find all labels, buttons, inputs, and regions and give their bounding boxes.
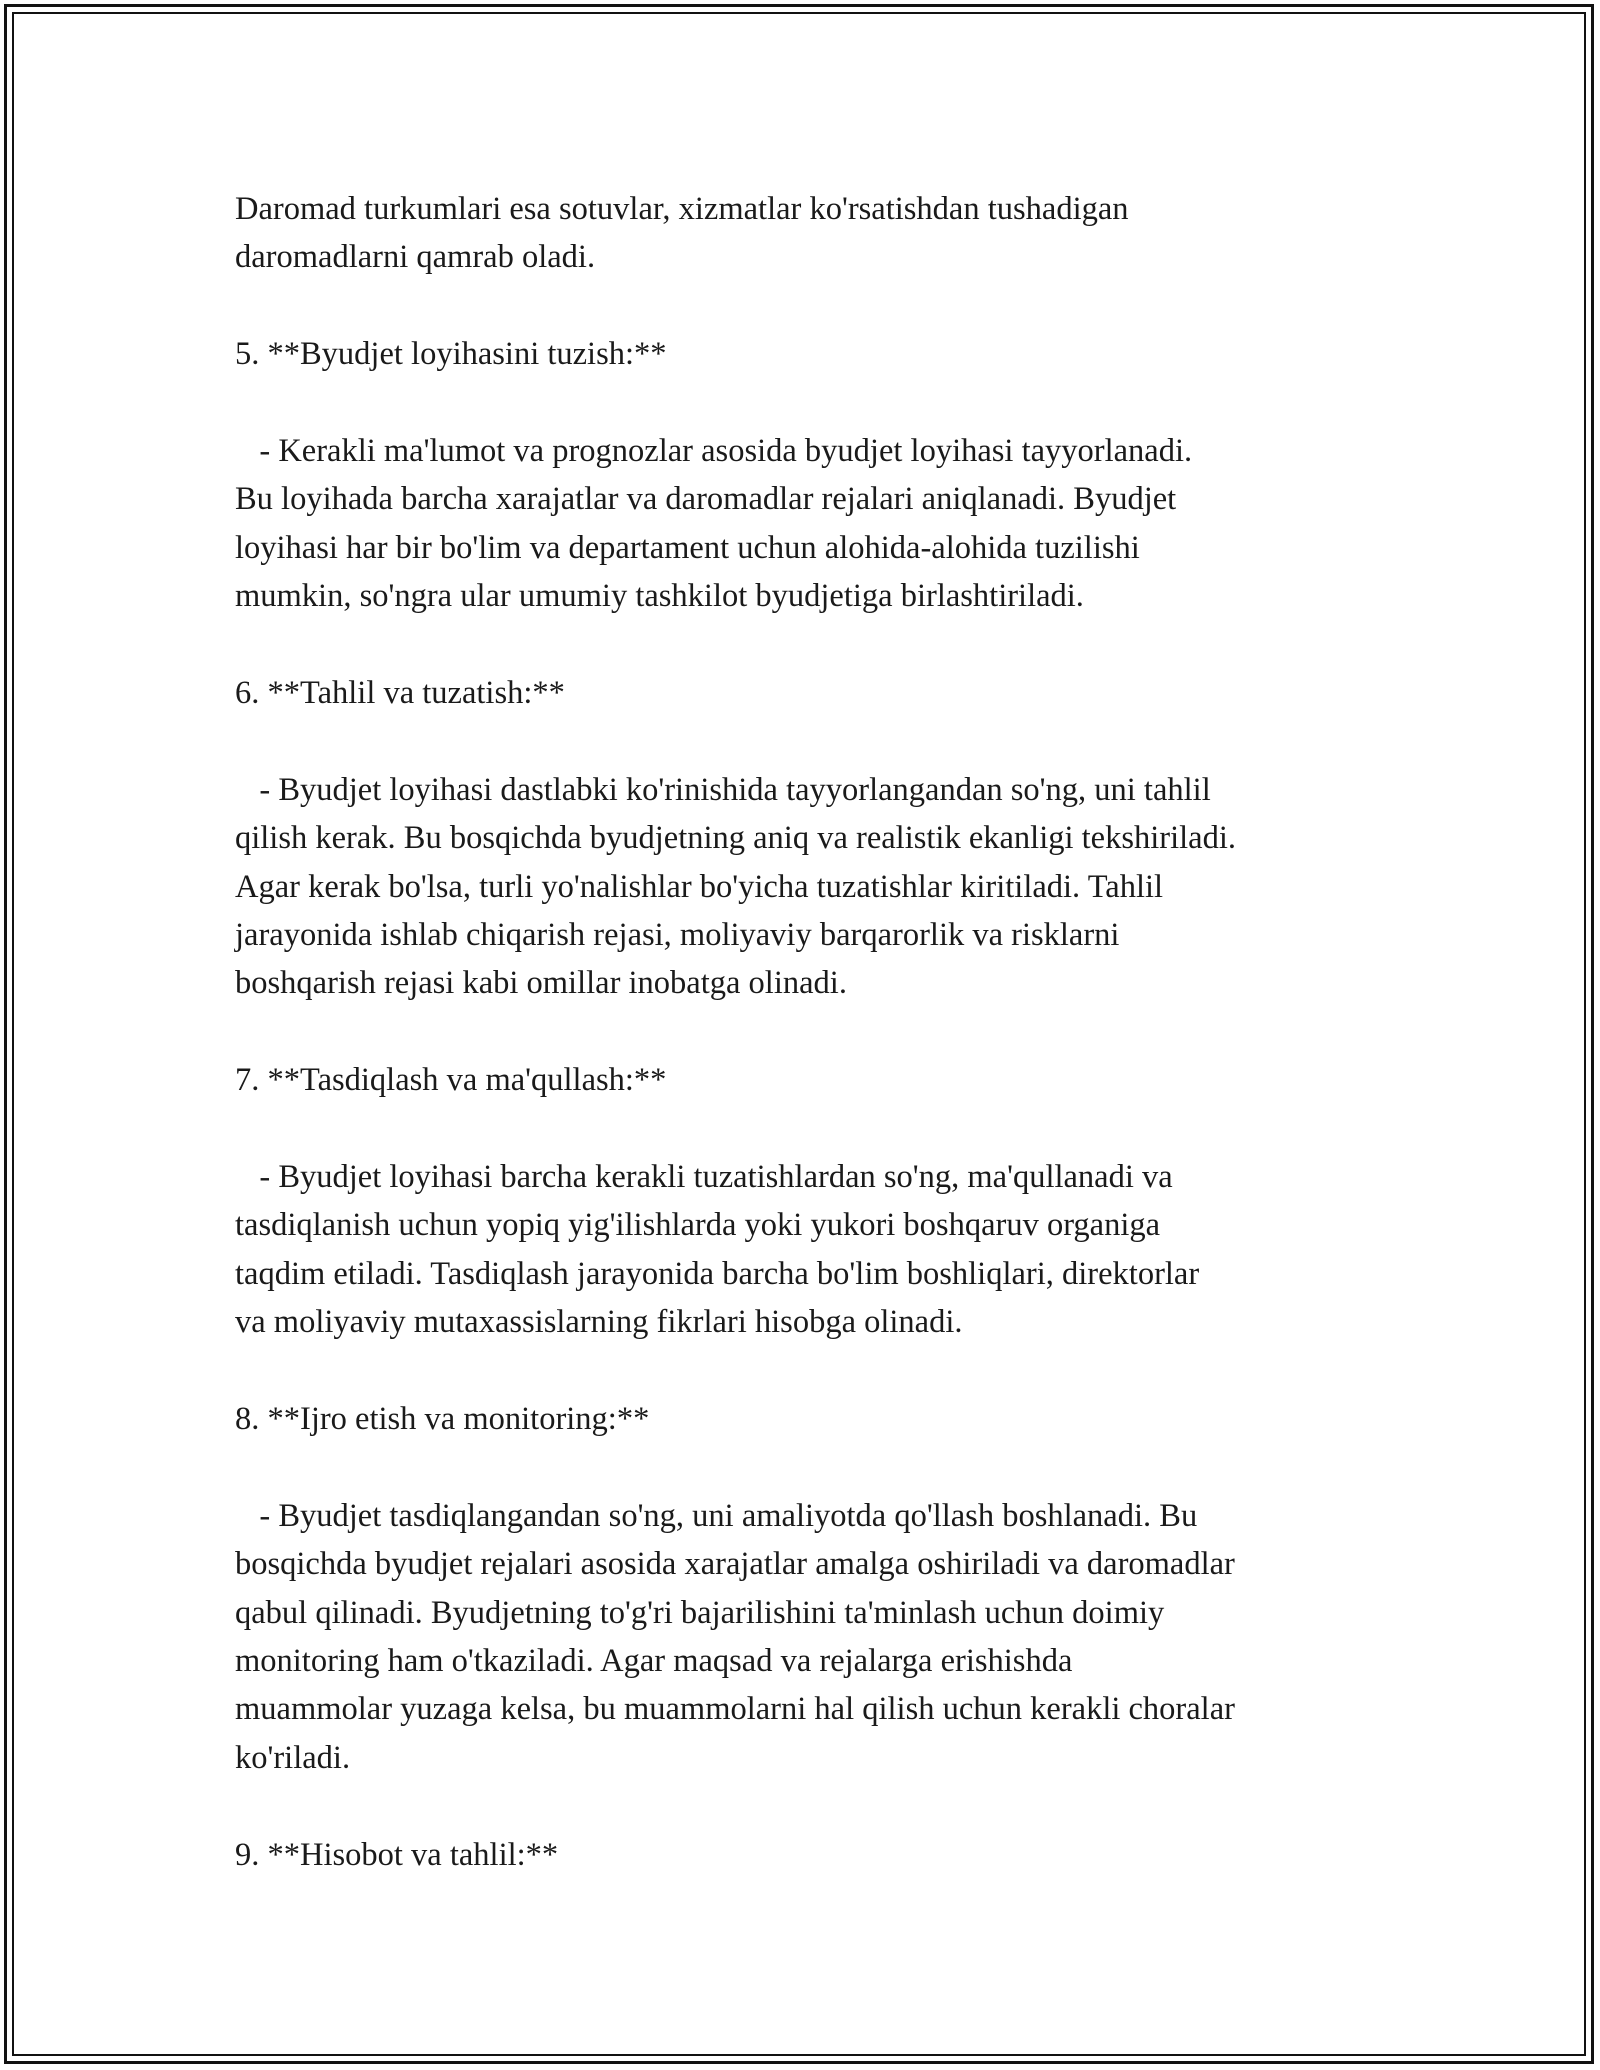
intro-paragraph: Daromad turkumlari esa sotuvlar, xizmatlar ko'rsatishdan tushadigan daromadlarni qamrab oladi. [235,191,1129,276]
section-5-heading: 5. **Byudjet loyihasini tuzish:** [235,336,667,373]
section-9-heading: 9. **Hisobot va tahlil:** [235,1836,559,1873]
document-body [235,185,1375,1879]
section-8-heading: 8. **Ijro etish va monitoring:** [235,1401,650,1438]
section-5-paragraph: - Kerakli ma'lumot va prognozlar asosida byudjet loyihasi tayyorlanadi. Bu loyihada barcha xarajatlar va daromadlar rejalari aniqlanadi. Byudjet loyihasi har bir bo'lim va departament uchun alohida-alohida tuzilishi mumkin, so'ngra ular umumiy tashkilot byudjetiga birlashtiriladi. [235,433,1193,615]
section-6-paragraph: - Byudjet loyihasi dastlabki ko'rinishida tayyorlangandan so'ng, uni tahlil qilish kerak. Bu bosqichda byudjetning aniq va realistik ekanligi tekshiriladi. Agar kerak bo'lsa, turli yo'nalishlar bo'yicha tuzatishlar kiritiladi. Tahlil jarayonida ishlab chiqarish rejasi, moliyaviy barqarorlik va risklarni boshqarish rejasi kabi omillar inobatga olinadi. [235,771,1236,1002]
section-6-heading: 6. **Tahlil va tuzatish:** [235,675,565,712]
section-7-paragraph: - Byudjet loyihasi barcha kerakli tuzatishlardan so'ng, ma'qullanadi va tasdiqlanish uchun yopiq yig'ilishlarda yoki yukori boshqaruv organiga taqdim etiladi. Tasdiqlash jarayonida barcha bo'lim boshliqlari, direktorlar va moliyaviy mutaxassislarning fikrlari hisobga olinadi. [235,1159,1200,1341]
section-8-paragraph: - Byudjet tasdiqlangandan so'ng, uni amaliyotda qo'llash boshlanadi. Bu bosqichda byudjet rejalari asosida xarajatlar amalga oshiriladi va daromadlar qabul qilinadi. Byudjetning to'g'ri bajarilishini ta'minlash uchun doimiy monitoring ham o'tkaziladi. Agar maqsad va rejalarga erishishda muammolar yuzaga kelsa, bu muammolarni hal qilish uchun kerakli choralar ko'riladi. [235,1497,1235,1776]
section-7-heading: 7. **Tasdiqlash va ma'qullash:** [235,1062,667,1099]
